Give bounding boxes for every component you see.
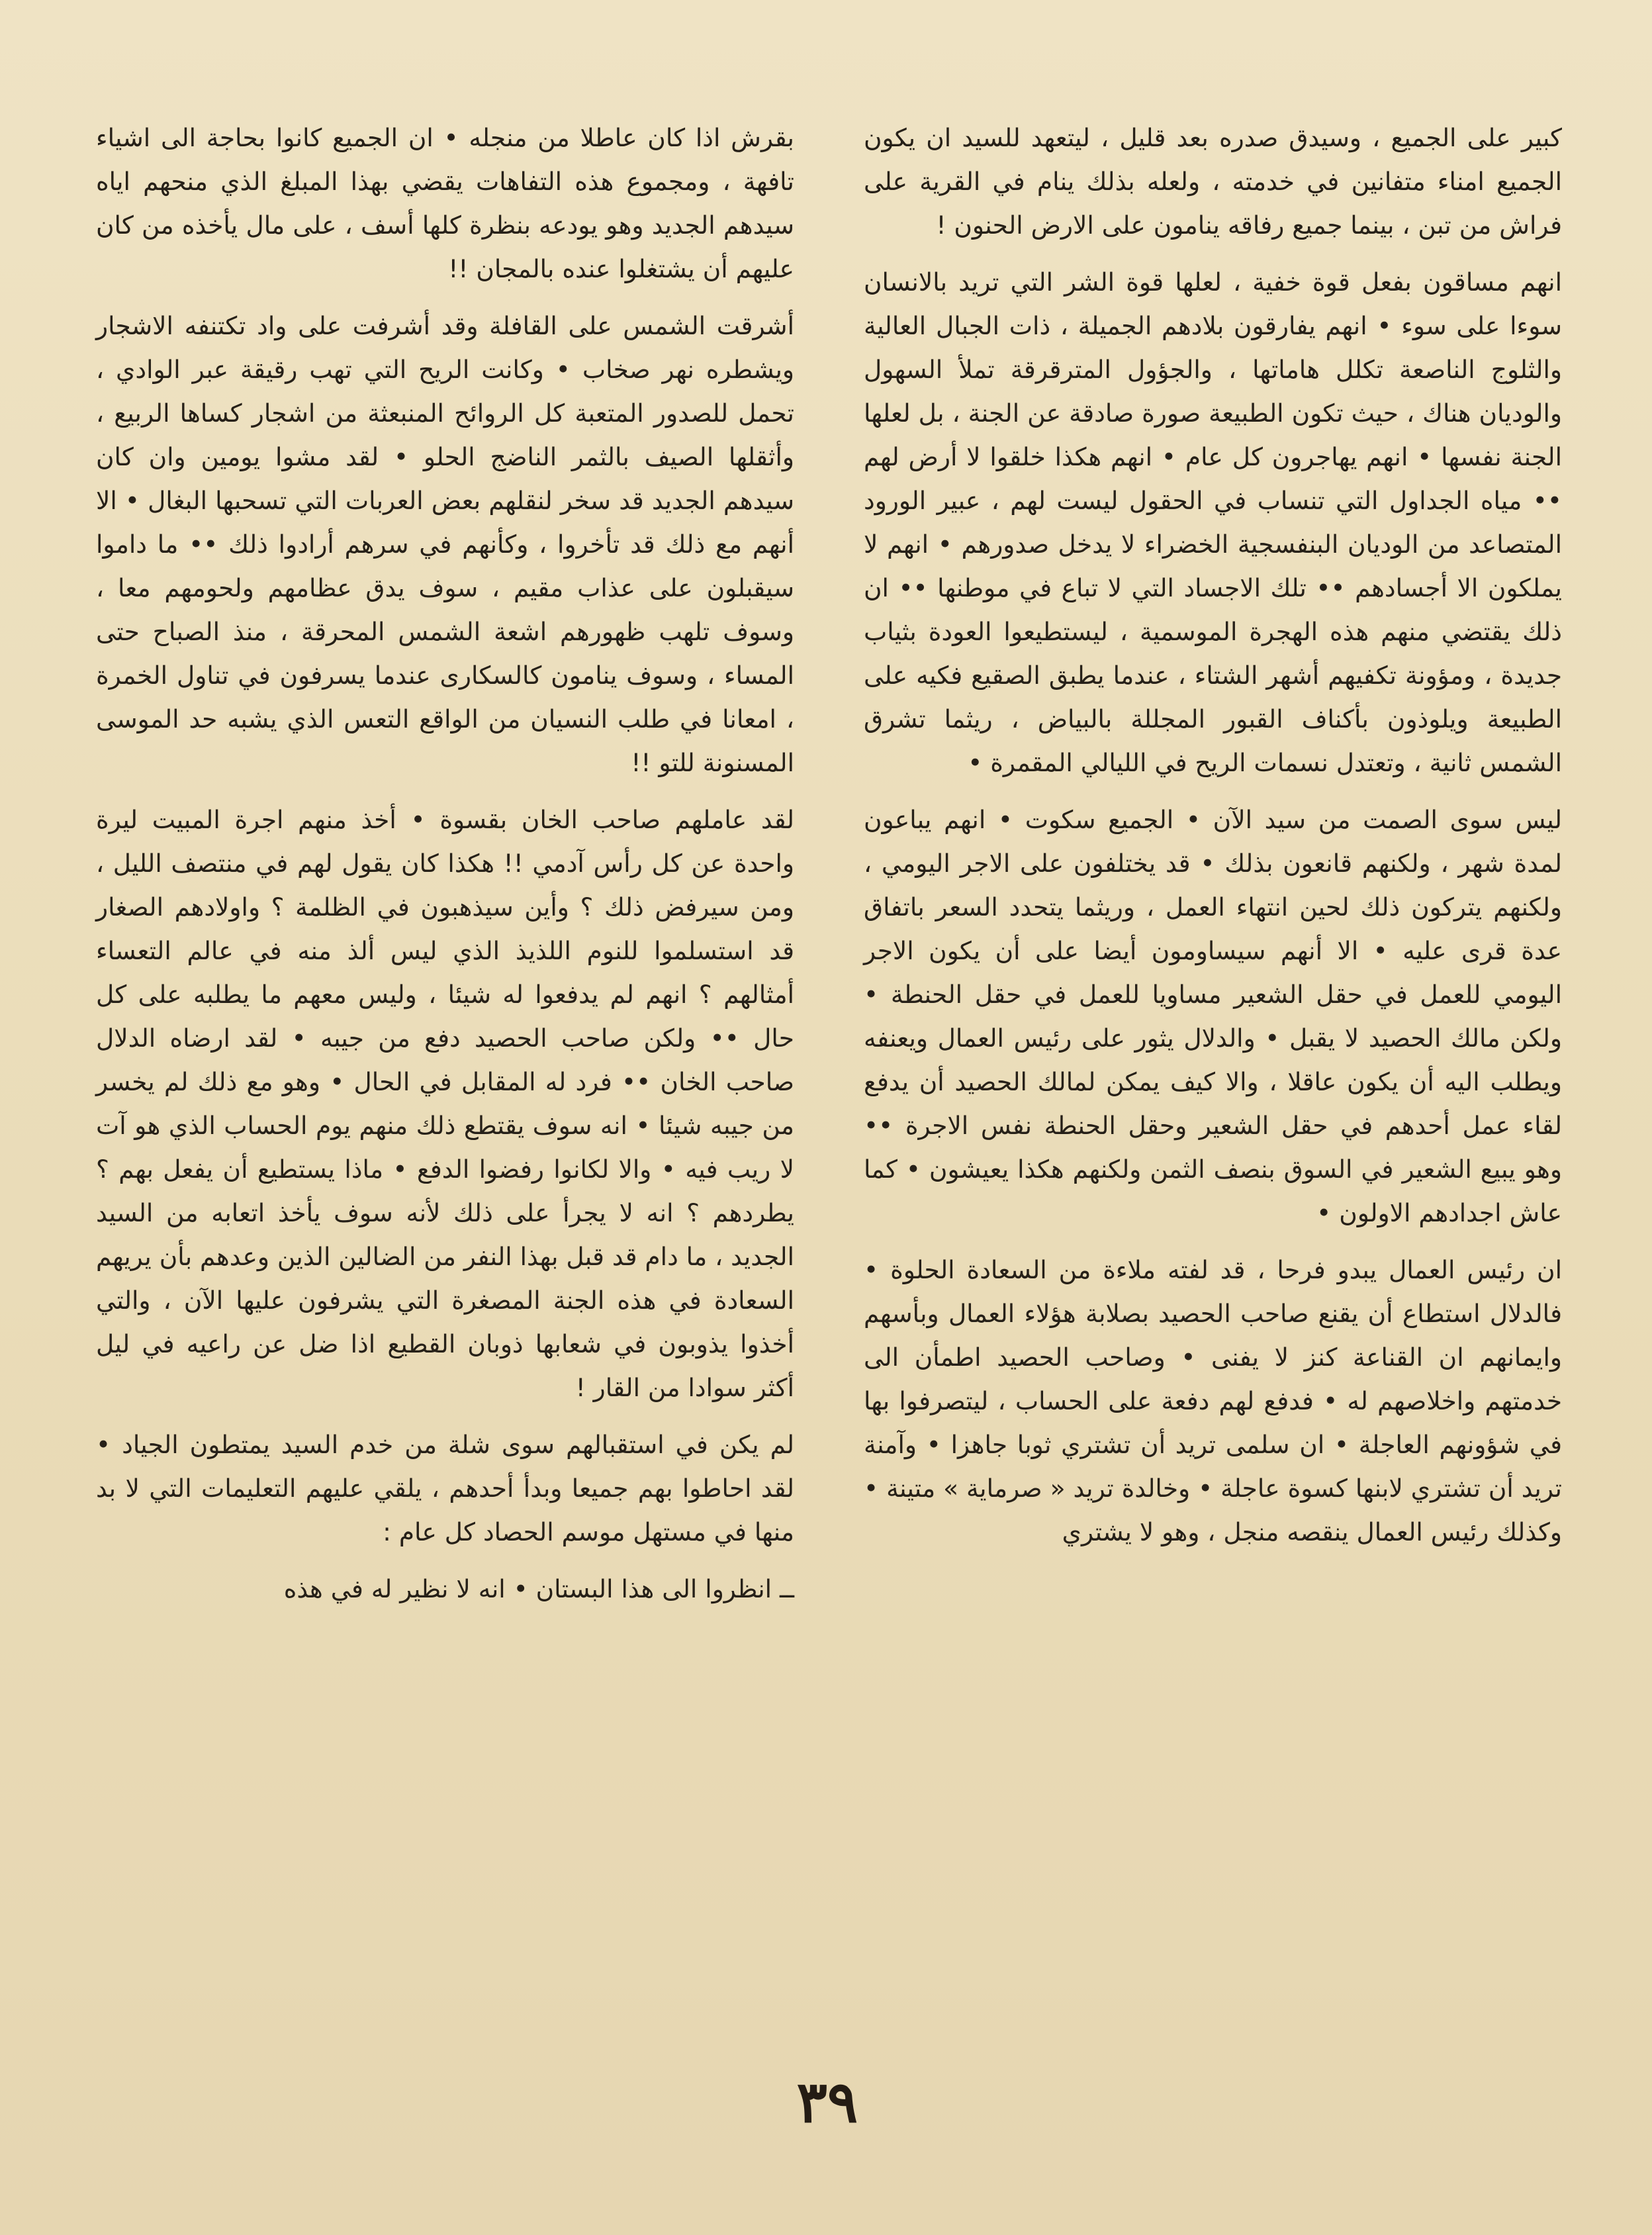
paragraph: أشرقت الشمس على القافلة وقد أشرفت على واد تكتنفه الاشجار ويشطره نهر صخاب • وكانت الريح التي تهب رقيقة عبر الوادي ، تحمل للصدور المتعبة كل الروائح المنبعثة من اشجار كساها الربيع ، وأثقلها الصيف بالثمر الناضج الحلو • لقد مشوا يومين وان كان سيدهم الجديد قد سخر لنقلهم بعض العربات التي تسحبها البغال • الا أنهم مع ذلك قد تأخروا ، وكأنهم في سرهم أرادوا ذلك •• ما داموا سيقبلون على عذاب مقيم ، سوف يدق عظامهم ولحومهم معا ، وسوف تلهب ظهورهم اشعة الشمس المحرقة ، منذ الصباح حتى المساء ، وسوف ينامون كالسكارى عندما يسرفون في تناول الخمرة ، امعانا في طلب النسيان من الواقع التعس الذي يشبه حد الموسى المسنونة للتو !! bbox=[96, 311, 794, 777]
paragraph: لم يكن في استقبالهم سوى شلة من خدم السيد يمتطون الجياد • لقد احاطوا بهم جميعا وبدأ أحدهم ، يلقي عليهم التعليمات التي لا بد منها في مستهل موسم الحصاد كل عام : bbox=[96, 1430, 794, 1546]
paragraph: ليس سوى الصمت من سيد الآن • الجميع سكوت • انهم يباعون لمدة شهر ، ولكنهم قانعون بذلك • قد يختلفون على الاجر اليومي ، ولكنهم يتركون ذلك لحين انتهاء العمل ، وريثما يتحدد السعر باتفاق عدة قرى عليه • الا أنهم سيساومون أيضا على أن يكون الاجر اليومي للعمل في حقل الشعير مساويا للعمل في حقل الحنطة • ولكن مالك الحصيد لا يقبل • والدلال يثور على رئيس العمال ويعنفه ويطلب اليه أن يكون عاقلا ، والا كيف يمكن لمالك الحصيد أن يدفع لقاء عمل أحدهم في حقل الشعير وحقل الحنطة نفس الاجرة •• وهو يبيع الشعير في السوق بنصف الثمن ولكنهم هكذا يعيشون • كما عاش اجدادهم الاولون • bbox=[864, 805, 1562, 1227]
paragraph: انهم مساقون بفعل قوة خفية ، لعلها قوة الشر التي تريد بالانسان سوءا على سوء • انهم يفارقون بلادهم الجميلة ، ذات الجبال العالية والثلوج الناصعة تكلل هاماتها ، والجؤول المترقرقة تملأ السهول والوديان هناك ، حيث تكون الطبيعة صورة صادقة عن الجنة ، بل لعلها الجنة نفسها • انهم يهاجرون كل عام • انهم هكذا خلقوا لا أرض لهم •• مياه الجداول التي تنساب في الحقول ليست لهم ، عبير الورود المتصاعد من الوديان البنفسجية الخضراء لا يدخل صدورهم • انهم لا يملكون الا أجسادهم •• تلك الاجساد التي لا تباع في موطنها •• ان ذلك يقتضي منهم هذه الهجرة الموسمية ، ليستطيعوا العودة بثياب جديدة ، ومؤونة تكفيهم أشهر الشتاء ، عندما يطبق الصقيع فكيه على الطبيعة ويلوذون بأكناف القبور المجللة بالبياض ، ريثما تشرق الشمس ثانية ، وتعتدل نسمات الريح في الليالي المقمرة • bbox=[864, 267, 1562, 777]
paragraph: كبير على الجميع ، وسيدق صدره بعد قليل ، ليتعهد للسيد ان يكون الجميع امناء متفانين في خدمته ، ولعله بذلك ينام في القرية على فراش من تبن ، بينما جميع رفاقه ينامون على الارض الحنون ! bbox=[864, 123, 1562, 240]
text-column-left bbox=[96, 116, 794, 1624]
paragraph: ان رئيس العمال يبدو فرحا ، قد لفته ملاءة من السعادة الحلوة • فالدلال استطاع أن يقنع صاحب الحصيد بصلابة هؤلاء العمال وبأسهم وايمانهم ان القناعة كنز لا يفنى • وصاحب الحصيد اطمأن الى خدمتهم واخلاصهم له • فدفع لهم دفعة على الحساب ، ليتصرفوا بها في شؤونهم العاجلة • ان سلمى تريد أن تشتري ثوبا جاهزا • وآمنة تريد أن تشتري لابنها كسوة عاجلة • وخالدة تريد « صرماية » متينة • وكذلك رئيس العمال ينقصه منجل ، وهو لا يشتري bbox=[864, 1255, 1562, 1546]
page-number: ٣٩ bbox=[796, 2069, 858, 2136]
paragraph: بقرش اذا كان عاطلا من منجله • ان الجميع كانوا بحاجة الى اشياء تافهة ، ومجموع هذه التفاهات يقضي بهذا المبلغ الذي منحهم اياه سيدهم الجديد وهو يودعه بنظرة كلها أسف ، على مال يأخذه من كان عليهم أن يشتغلوا عنده بالمجان !! bbox=[96, 123, 794, 283]
paragraph: ــ انظروا الى هذا البستان • انه لا نظير له في هذه bbox=[283, 1574, 794, 1603]
paragraph: لقد عاملهم صاحب الخان بقسوة • أخذ منهم اجرة المبيت ليرة واحدة عن كل رأس آدمي !! هكذا كان يقول لهم في منتصف الليل ، ومن سيرفض ذلك ؟ وأين سيذهبون في الظلمة ؟ واولادهم الصغار قد استسلموا للنوم اللذيذ الذي ليس ألذ منه في عالم التعساء أمثالهم ؟ انهم لم يدفعوا له شيئا ، وليس معهم ما يطلبه على كل حال •• ولكن صاحب الحصيد دفع من جيبه • لقد ارضاه الدلال صاحب الخان •• فرد له المقابل في الحال • وهو مع ذلك لم يخسر من جيبه شيئا • انه سوف يقتطع ذلك منهم يوم الحساب الذي هو آت لا ريب فيه • والا لكانوا رفضوا الدفع • ماذا يستطيع أن يفعل بهم ؟ يطردهم ؟ انه لا يجرأ على ذلك لأنه سوف يأخذ اتعابه من السيد الجديد ، ما دام قد قبل بهذا النفر من الضالين الذين وعدهم بأن يريهم السعادة في هذه الجنة المصغرة التي يشرفون عليها الآن ، والتي أخذوا يذوبون في شعابها ذوبان القطيع اذا ضل عن راعيه في ليل أكثر سوادا من القار ! bbox=[96, 805, 794, 1402]
text-column-right bbox=[864, 116, 1562, 1567]
